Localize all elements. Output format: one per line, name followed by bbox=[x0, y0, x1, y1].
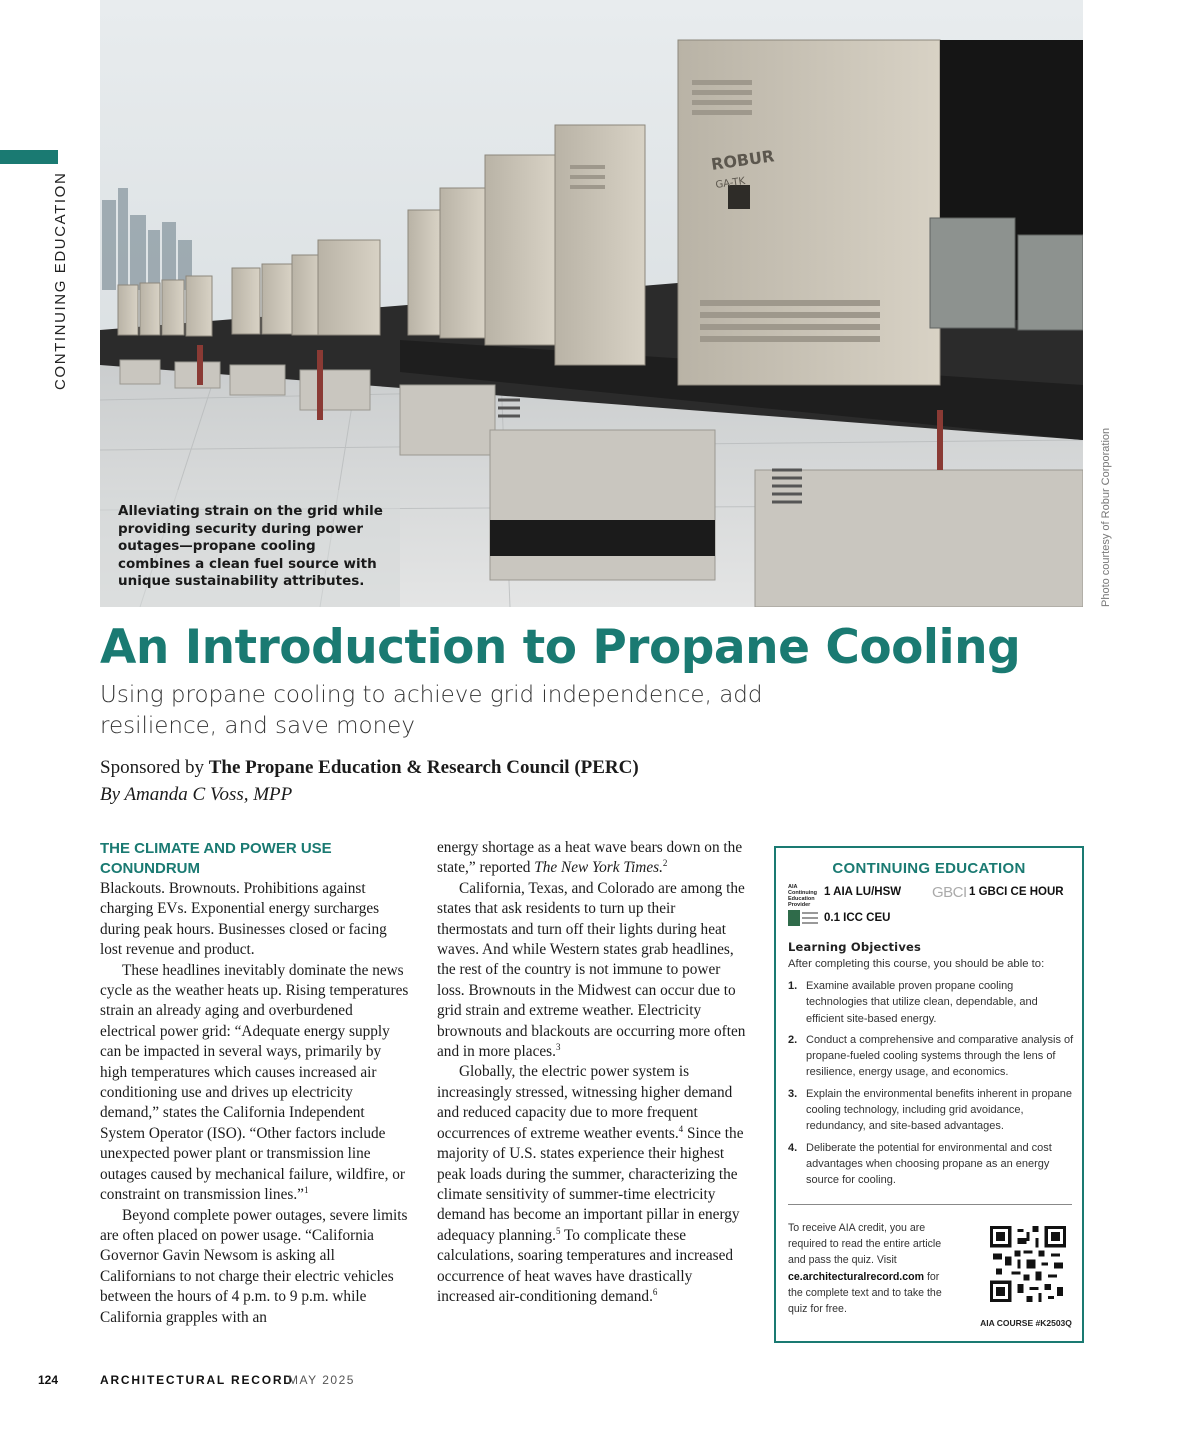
sponsor-prefix: Sponsored by bbox=[100, 757, 209, 778]
section-color-bar bbox=[0, 150, 58, 164]
gbci-logo: GBCI bbox=[932, 884, 967, 901]
continuing-education-box bbox=[774, 846, 1084, 1343]
paragraph: Blackouts. Brownouts. Prohibitions against charging EVs. Exponential energy surcharges during peak hours. Businesses closed or facing lost revenue and product. bbox=[100, 880, 387, 959]
footnote-ref: 4 bbox=[678, 1123, 684, 1134]
aia-provider-logo: AIA Continuing Education Provider bbox=[788, 884, 818, 908]
gbci-credit: 1 GBCI CE HOUR bbox=[969, 886, 1064, 898]
sponsor-name: The Propane Education & Research Council (PERC) bbox=[208, 757, 639, 778]
article-title: An Introduction to Propane Cooling bbox=[100, 620, 1021, 675]
photo-credit: Photo courtesy of Robur Corporation bbox=[1100, 427, 1112, 607]
objective-item: 1. Examine available proven propane cooling technologies that utilize clean, dependable, and efficient site-based energy. bbox=[788, 980, 1038, 1025]
unit-brand-logo: ROBUR bbox=[709, 146, 776, 174]
page-footer bbox=[38, 1373, 355, 1387]
byline: By Amanda C Voss, MPP bbox=[100, 784, 293, 805]
paragraph: energy shortage as a heat wave bears down on the state,” reported The New York Times.$^2$ bbox=[437, 839, 743, 877]
icc-logo bbox=[788, 910, 818, 926]
publication-name: The New York Times. bbox=[534, 859, 663, 877]
objectives-intro: After completing this course, you should be able to: bbox=[788, 958, 1045, 970]
footnote-ref: 1 bbox=[303, 1185, 309, 1195]
objectives-list bbox=[788, 978, 1076, 1194]
page-number: 124 bbox=[38, 1373, 59, 1387]
footnote-ref: 3 bbox=[555, 1041, 561, 1052]
footnote-ref: 5 bbox=[555, 1225, 561, 1236]
section-heading: THE CLIMATE AND POWER USE CONUNDRUM bbox=[100, 840, 332, 877]
paragraph: California, Texas, and Colorado are among the states that ask residents to turn up their thermostats and turn off their lights during heat waves. And while Western states grab headlines, the rest of the country is not immune to power loss. Brownouts in the Midwest can occur due to grid strain and extreme weather. Electricity brownouts and blackouts are occurring more often and in more places.$^3$ bbox=[437, 879, 746, 1061]
ce-divider bbox=[788, 1204, 1072, 1205]
icc-credit: 0.1 ICC CEU bbox=[824, 912, 891, 924]
quiz-link[interactable]: ce.architecturalrecord.com bbox=[788, 1270, 925, 1283]
quiz-instructions: To receive AIA credit, you are required to read the entire article and pass the quiz. Visit ce.architecturalrecord.com for the complete text and to take the quiz for free. bbox=[788, 1222, 942, 1316]
qr-code-icon[interactable] bbox=[990, 1226, 1066, 1302]
sponsor-line bbox=[100, 757, 639, 779]
footnote-ref: 2 bbox=[662, 858, 668, 869]
section-side-label: CONTINUING EDUCATION bbox=[52, 171, 69, 390]
issue-date: MAY 2025 bbox=[288, 1373, 355, 1387]
unit-model-label: GA-TK bbox=[714, 175, 746, 191]
objective-item: 2. Conduct a comprehensive and comparative analysis of propane-fueled cooling systems through the lens of resilience, energy usage, and economics. bbox=[788, 1033, 1074, 1079]
paragraph: Beyond complete power outages, severe limits are often placed on power usage. “California Governor Gavin Newsom is asking all Californians to not charge their electric vehicles between the hours of 4 p.m. to 9 p.m. while California grapples with an bbox=[100, 1206, 408, 1326]
aia-credit: 1 AIA LU/HSW bbox=[824, 886, 902, 898]
body-column-2 bbox=[437, 838, 749, 1307]
article-subtitle: Using propane cooling to achieve grid independence, add resilience, and save money bbox=[100, 682, 763, 739]
objective-item: 4. Deliberate the potential for environmental and cost advantages when choosing propane as an energy source for cooling. bbox=[788, 1141, 1052, 1187]
body-column-1 bbox=[100, 838, 412, 1328]
course-code: AIA COURSE #K2503Q bbox=[980, 1318, 1072, 1328]
objectives-heading: Learning Objectives bbox=[788, 940, 922, 954]
paragraph: Globally, the electric power system is increasingly stressed, witnessing higher demand and reduced capacity due to more frequent occurrences of extreme weather events.$^4$ Since the majority of U.S. states experience their highest peak loads during the summer, characterizing the climate sensitivity of summer-time electricity demand has become an important pillar in energy adequacy planning.$^5$ To complicate these calculations, soaring temperatures and increased occurrence of heat waves have drastically increased air-conditioning demand.$^6$ bbox=[437, 1063, 744, 1305]
photo-caption: Alleviating strain on the grid while providing security during power outages—propane cooling combines a clean fuel source with unique sustainability attributes. bbox=[118, 503, 383, 589]
magazine-name: ARCHITECTURAL RECORD bbox=[100, 1373, 294, 1387]
footnote-ref: 6 bbox=[652, 1286, 658, 1297]
ce-box-title: CONTINUING EDUCATION bbox=[832, 860, 1026, 877]
paragraph: These headlines inevitably dominate the news cycle as the weather heats up. Rising temperatures strain an already aging and overburdened electrical power grid: “Adequate energy supply can be impacted in several ways, primarily by high temperatures which causes increased air conditioning use and drives up electricity demand,” states the California Independent System Operator (ISO). “Other factors include unexpected power plant or transmission line outages caused by mechanical failure, wildfire, or constraint on transmission lines.”$^1$ bbox=[100, 961, 409, 1204]
objective-item: 3. Explain the environmental benefits inherent in propane cooling technology, including grid avoidance, redundancy, and site-based advantages. bbox=[788, 1087, 1073, 1133]
